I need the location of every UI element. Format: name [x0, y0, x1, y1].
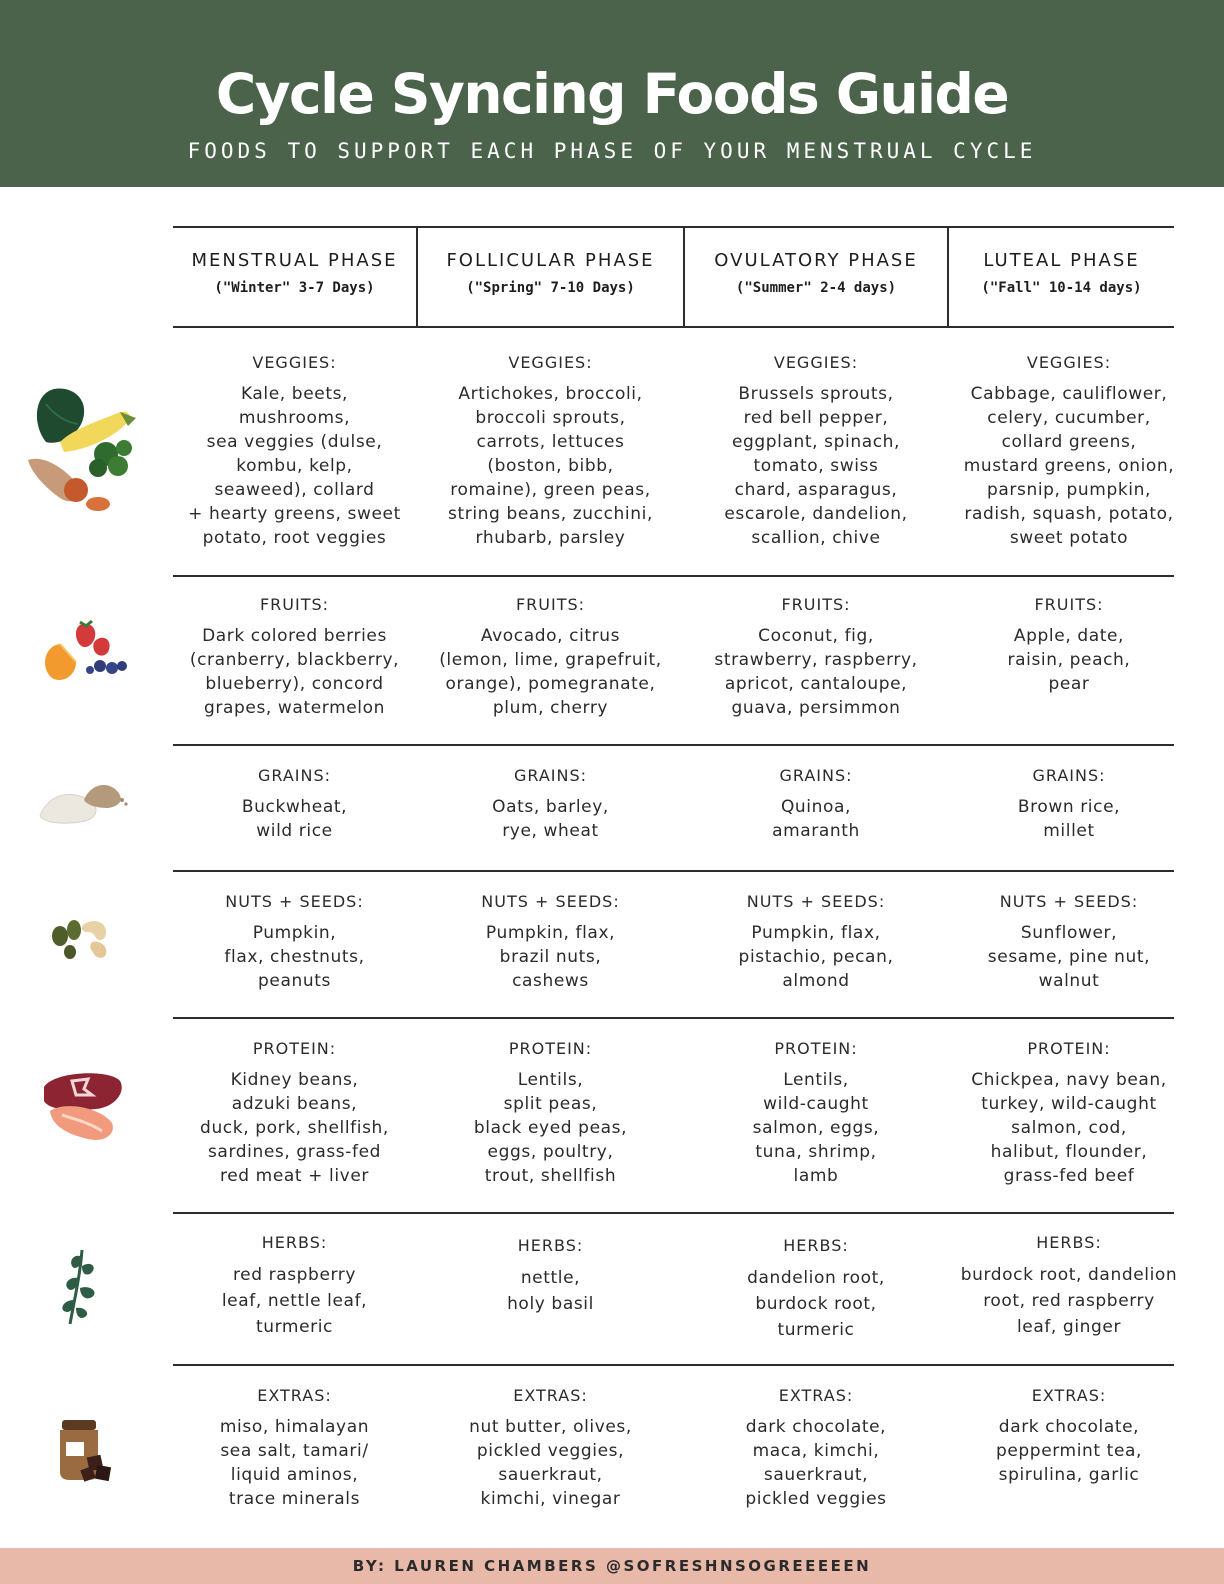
category-label: NUTS + SEEDS: — [746, 892, 886, 911]
protein-cell-follicular — [418, 1039, 683, 1188]
page-subtitle: FOODS TO SUPPORT EACH PHASE OF YOUR MENSTRUAL CYCLE — [187, 139, 1037, 163]
category-label: FRUITS: — [781, 595, 851, 614]
phase-duration: ("Winter" 3-7 Days) — [214, 280, 375, 296]
column-header-menstrual — [173, 250, 416, 296]
category-label: EXTRAS: — [1031, 1386, 1107, 1405]
food-list: Brown rice, millet — [1017, 797, 1121, 841]
phase-duration: ("Fall" 10-14 days) — [981, 280, 1142, 296]
row-divider — [173, 1017, 1174, 1019]
food-list: Avocado, citrus (lemon, lime, grapefruit, orange), pomegranate, plum, cherry — [439, 626, 662, 718]
row-divider — [173, 1364, 1174, 1366]
jar-chocolate-icon — [58, 1418, 114, 1491]
food-list: nettle, holy basil — [507, 1268, 594, 1314]
food-list: red raspberry leaf, nettle leaf, turmeric — [221, 1265, 368, 1337]
herb-sprig-icon — [52, 1246, 108, 1331]
grains-cell-ovulatory — [685, 766, 947, 843]
veggies-cell-ovulatory — [685, 353, 947, 550]
category-label: NUTS + SEEDS: — [481, 892, 620, 911]
food-list: nut butter, olives, pickled veggies, sauerkraut, kimchi, vinegar — [469, 1417, 632, 1509]
header-banner — [0, 0, 1224, 187]
food-list: dark chocolate, maca, kimchi, sauerkraut, pickled veggies — [745, 1417, 887, 1509]
herbs-cell-ovulatory — [685, 1236, 947, 1343]
category-label: VEGGIES: — [773, 353, 859, 372]
fruits-cell-luteal — [949, 595, 1189, 696]
footer-banner — [0, 1548, 1224, 1584]
food-list: Sunflower, sesame, pine nut, walnut — [987, 923, 1151, 991]
phase-name: OVULATORY PHASE — [714, 250, 918, 271]
food-list: Coconut, fig, strawberry, raspberry, apricot, cantaloupe, guava, persimmon — [714, 626, 918, 718]
phase-duration: ("Spring" 7-10 Days) — [466, 280, 635, 296]
grains-cell-menstrual — [173, 766, 416, 843]
page-title: Cycle Syncing Foods Guide — [215, 62, 1009, 126]
category-label: HERBS: — [261, 1233, 328, 1252]
category-label: HERBS: — [783, 1236, 849, 1255]
phase-name: MENSTRUAL PHASE — [191, 250, 398, 271]
category-label: PROTEIN: — [252, 1039, 337, 1058]
herbs-cell-luteal — [949, 1233, 1189, 1340]
extras-cell-menstrual — [173, 1386, 416, 1511]
category-label: VEGGIES: — [252, 353, 337, 372]
food-list: Pumpkin, flax, brazil nuts, cashews — [485, 923, 616, 991]
category-label: PROTEIN: — [1027, 1039, 1111, 1058]
food-list: dandelion root, burdock root, turmeric — [747, 1268, 885, 1340]
category-label: VEGGIES: — [508, 353, 593, 372]
column-header-follicular — [418, 250, 683, 296]
food-list: Lentils, wild-caught salmon, eggs, tuna, shrimp, lamb — [752, 1070, 880, 1186]
table-top-rule — [173, 226, 1174, 228]
nuts-seeds-cell-menstrual — [173, 892, 416, 993]
food-list: miso, himalayan sea salt, tamari/ liquid aminos, trace minerals — [219, 1417, 370, 1509]
vegetables-icon — [24, 384, 142, 525]
grains-icon — [38, 780, 130, 831]
extras-cell-follicular — [418, 1386, 683, 1511]
fruits-cell-menstrual — [173, 595, 416, 720]
nuts-seeds-icon — [48, 916, 112, 967]
food-list: dark chocolate, peppermint tea, spirulina, garlic — [995, 1417, 1143, 1485]
food-list: Buckwheat, wild rice — [241, 797, 348, 841]
category-label: PROTEIN: — [508, 1039, 593, 1058]
herbs-cell-follicular — [418, 1236, 683, 1317]
category-label: NUTS + SEEDS: — [225, 892, 364, 911]
category-label: HERBS: — [517, 1236, 584, 1255]
food-list: Oats, barley, rye, wheat — [492, 797, 609, 841]
category-label: HERBS: — [1036, 1233, 1102, 1252]
food-list: burdock root, dandelion root, red raspberry leaf, ginger — [960, 1265, 1178, 1337]
grains-cell-follicular — [418, 766, 683, 843]
protein-cell-ovulatory — [685, 1039, 947, 1188]
protein-cell-luteal — [949, 1039, 1189, 1188]
food-list: Brussels sprouts, red bell pepper, eggplant, spinach, tomato, swiss chard, asparagus, escarole, dandelion, scallion, chive — [724, 384, 908, 548]
category-label: GRAINS: — [779, 766, 853, 785]
category-label: GRAINS: — [1032, 766, 1106, 785]
extras-cell-luteal — [949, 1386, 1189, 1487]
food-list: Chickpea, navy bean, turkey, wild-caught salmon, cod, halibut, flounder, grass-fed beef — [971, 1070, 1167, 1186]
food-list: Cabbage, cauliflower, celery, cucumber, collard greens, mustard greens, onion, parsnip, pumpkin, radish, squash, potato, sweet potato — [963, 384, 1175, 548]
food-list: Artichokes, broccoli, broccoli sprouts, carrots, lettuces (boston, bibb, romaine), green peas, string beans, zucchini, rhubarb, parsley — [448, 384, 653, 548]
row-divider — [173, 1212, 1174, 1214]
food-list: Pumpkin, flax, pistachio, pecan, almond — [738, 923, 894, 991]
fruits-cell-follicular — [418, 595, 683, 720]
header-bottom-rule — [173, 326, 1174, 328]
protein-cell-menstrual — [173, 1039, 416, 1188]
food-list: Lentils, split peas, black eyed peas, eggs, poultry, trout, shellfish — [473, 1070, 628, 1186]
category-label: FRUITS: — [515, 595, 586, 614]
category-label: EXTRAS: — [257, 1386, 332, 1405]
column-header-luteal — [949, 250, 1174, 296]
row-divider — [173, 744, 1174, 746]
column-header-ovulatory — [685, 250, 947, 296]
herbs-cell-menstrual — [173, 1233, 416, 1340]
category-label: GRAINS: — [513, 766, 588, 785]
row-divider — [173, 870, 1174, 872]
phase-name: FOLLICULAR PHASE — [446, 250, 655, 271]
nuts-seeds-cell-luteal — [949, 892, 1189, 993]
food-list: Apple, date, raisin, peach, pear — [1007, 626, 1131, 694]
category-label: NUTS + SEEDS: — [999, 892, 1139, 911]
food-list: Kidney beans, adzuki beans, duck, pork, shellfish, sardines, grass-fed red meat + liver — [200, 1070, 389, 1186]
food-list: Dark colored berries (cranberry, blackberry, blueberry), concord grapes, watermelon — [189, 626, 400, 718]
category-label: PROTEIN: — [774, 1039, 858, 1058]
category-label: FRUITS: — [259, 595, 330, 614]
fruits-cell-ovulatory — [685, 595, 947, 720]
phase-duration: ("Summer" 2-4 days) — [735, 280, 897, 296]
veggies-cell-menstrual — [173, 353, 416, 550]
nuts-seeds-cell-follicular — [418, 892, 683, 993]
veggies-cell-luteal — [949, 353, 1189, 550]
nuts-seeds-cell-ovulatory — [685, 892, 947, 993]
protein-icon — [40, 1067, 126, 1152]
category-label: VEGGIES: — [1026, 353, 1112, 372]
extras-cell-ovulatory — [685, 1386, 947, 1511]
food-list: Kale, beets, mushrooms, sea veggies (dulse, kombu, kelp, seaweed), collard + hearty greens, sweet potato, root veggies — [188, 384, 401, 548]
author-credit: BY: LAUREN CHAMBERS @SOFRESHNSOGREEEEEN — [352, 1557, 872, 1575]
category-label: EXTRAS: — [513, 1386, 588, 1405]
grains-cell-luteal — [949, 766, 1189, 843]
row-divider — [173, 575, 1174, 577]
phase-name: LUTEAL PHASE — [983, 250, 1140, 271]
category-label: FRUITS: — [1034, 595, 1104, 614]
category-label: GRAINS: — [257, 766, 332, 785]
food-list: Quinoa, amaranth — [772, 797, 860, 841]
food-list: Pumpkin, flax, chestnuts, peanuts — [224, 923, 365, 991]
veggies-cell-follicular — [418, 353, 683, 550]
category-label: EXTRAS: — [778, 1386, 854, 1405]
fruits-icon — [40, 620, 130, 695]
